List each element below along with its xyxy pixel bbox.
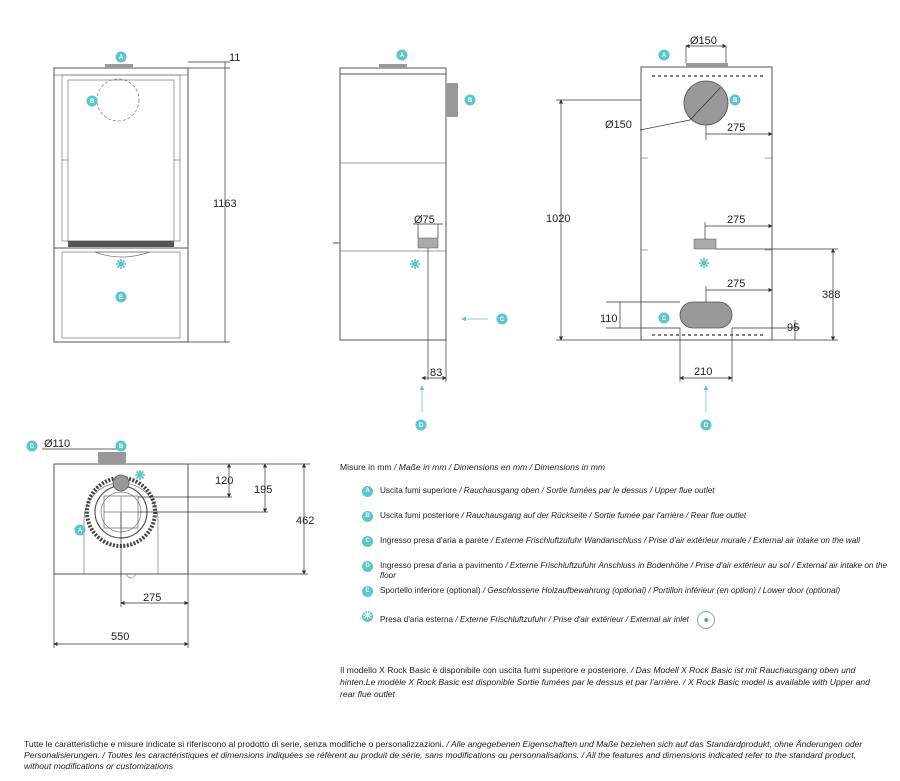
dim-rear-flue-top: Ø150 — [690, 35, 717, 47]
asterisk-icon — [699, 258, 709, 268]
top-flue-collar-side — [379, 64, 407, 68]
dim-rear-oval-height: 110 — [600, 313, 618, 325]
dim-rear-oval-bottom: 95 — [787, 322, 800, 334]
legend-item-c: C Ingresso presa d'aria a parete / Externe Frischluftzufuhr Wandanschluss / Prise d'air extérieur murale / External air intake on the wall — [340, 536, 890, 556]
badge-c-side: C — [499, 317, 505, 324]
badge-c-rear: C — [661, 316, 667, 323]
model-availability-note: Il modello X Rock Basic è disponibile con uscita fumi superiore e posteriore. / Das Modell X Rock Basic ist mit Rauchausgang oben und hinten.Le modèle X Rock Basic est disponible Sortie fumées par le dessus et par l'arrière. / X Rock Basic model is available with Upper and rear flue outlet — [340, 665, 870, 699]
badge-c-icon: C — [362, 536, 373, 547]
badge-b-icon: B — [362, 511, 373, 522]
dim-rear-flue-diameter: Ø150 — [605, 119, 632, 131]
badge-b-side: B — [467, 98, 473, 105]
dim-top-width: 550 — [111, 631, 130, 643]
dim-top-center-offset: 275 — [143, 592, 162, 604]
ext-air-icon: ⬤ — [697, 611, 715, 629]
rear-air-inlet — [694, 239, 716, 249]
asterisk-icon — [135, 470, 145, 480]
badge-d-rear: D — [703, 423, 709, 430]
asterisk-icon — [116, 259, 126, 269]
legend-item-e: E Sportello inferiore (optional) / Geschlossene Holzaufbewahrung (optional) / Portillon inférieur (en option) / Lower door (optional) — [340, 586, 890, 606]
units-line: Misure in mm / Maße in mm / Dimensions en mm / Dimensions in mm — [340, 462, 606, 472]
legend — [340, 462, 890, 636]
badge-b-front: B — [89, 99, 95, 106]
dim-rear-total-height: 1020 — [546, 213, 571, 225]
legend-item-b: B Uscita fumi posteriore / Rauchausgang auf der Rückseite / Sortie fumée par l'arrière / Rear flue outlet — [340, 511, 890, 531]
badge-d-top: D — [29, 444, 35, 451]
side-view — [333, 50, 508, 431]
dim-side-inlet-offset: 83 — [430, 367, 443, 379]
dim-rear-inlet-height: 388 — [822, 289, 841, 301]
top-flue-outlet — [113, 475, 129, 491]
rear-flue-hidden-circle — [97, 79, 139, 121]
badge-a-icon: A — [362, 486, 373, 497]
rear-oval-inlet — [680, 302, 732, 328]
dim-top-flue-diameter: Ø110 — [44, 438, 71, 450]
dim-rear-flue-offset: 275 — [727, 122, 746, 134]
dim-rear-lower-offset: 275 — [727, 278, 746, 290]
badge-a-top: A — [77, 528, 83, 535]
rear-view — [546, 35, 840, 431]
footer-disclaimer: Tutte le caratteristiche e misure indicate si riferiscono al prodotto di serie, senza modifiche o personalizzazioni. / Alle angegebenen Eigenschaften und Maße beziehen sich auf das Standardprodukt, ohne Änderungen oder Personalisierungen. / Toutes les caractéristiques et dimensions indiquées se réfèrent au produit de série, sans modifications ou personnalisations. / All the features and dimensions indicated refer to the standard product, without modifications or customizations — [24, 739, 863, 771]
dim-side-inlet-diameter: Ø75 — [414, 214, 435, 226]
rear-flue-collar — [446, 83, 458, 117]
front-view — [54, 52, 240, 343]
asterisk-icon — [410, 259, 420, 269]
badge-e-front: E — [118, 295, 124, 302]
badge-b-top: B — [118, 444, 124, 451]
dim-top-depth-a: 120 — [215, 475, 234, 487]
legend-item-external-air: ✳ Presa d'aria esterna / Externe Frischluftzufuhr / Prise d'air extérieur / External air inlet ⬤ — [340, 611, 890, 631]
badge-d-icon: D — [362, 561, 373, 572]
legend-item-a: A Uscita fumi superiore / Rauchausgang oben / Sortie fumées par le dessus / Upper flue outlet — [340, 486, 890, 506]
badge-b-rear: B — [732, 98, 738, 105]
dim-rear-inlet-offset: 275 — [727, 214, 746, 226]
legend-item-d: D Ingresso presa d'aria a pavimento / Externe Frischluftzufuhr Anschluss in Bodenhöhe / Prise d'air extérieur au sol / External air intake on the floor — [340, 561, 890, 581]
top-flue-collar — [105, 64, 133, 68]
badge-e-icon: E — [362, 586, 373, 597]
top-flue-collar-rear — [686, 63, 728, 67]
badge-d-side: D — [418, 423, 424, 430]
dim-top-depth-b: 195 — [254, 484, 273, 496]
dim-front-top-offset: 11 — [229, 52, 241, 64]
top-view — [27, 438, 315, 648]
dim-rear-oval-width: 210 — [694, 366, 713, 378]
air-inlet-grille — [418, 238, 438, 248]
badge-a-front: A — [118, 55, 124, 62]
dim-top-depth-c: 462 — [296, 515, 315, 527]
rear-flue-collar-top — [98, 452, 126, 464]
badge-a-side: A — [399, 53, 405, 60]
asterisk-icon: ✳ — [362, 610, 373, 622]
badge-a-rear: A — [661, 53, 667, 60]
dim-front-height: 1163 — [213, 198, 237, 210]
